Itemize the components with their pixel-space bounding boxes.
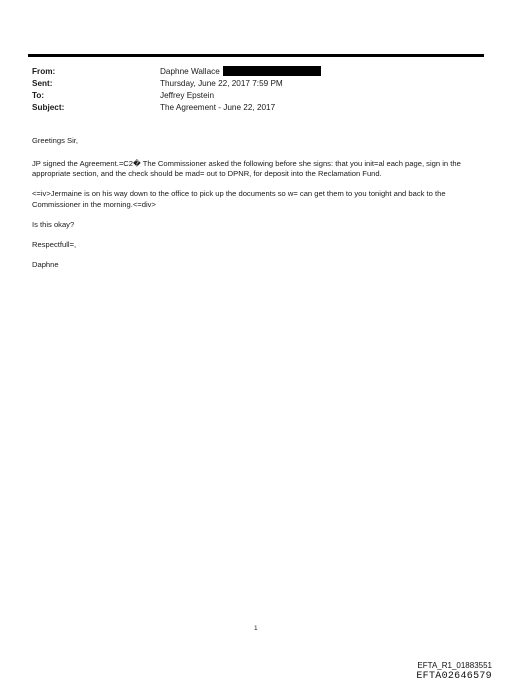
signature: Daphne: [32, 259, 59, 269]
page-number: 1: [254, 625, 258, 632]
to-label: To:: [32, 91, 45, 100]
greeting: Greetings Sir,: [32, 136, 79, 145]
closing: Respectfull=,: [32, 239, 77, 249]
to-row: [32, 90, 482, 102]
body-paragraph-2: <=iv>Jermaine is on his way down to the office to pick up the documents so w= can get them to you tonight and back to the Commissioner in the morning.<=div>: [32, 189, 446, 209]
subject-value: The Agreement - June 22, 2017: [160, 103, 276, 112]
header-divider: [28, 54, 484, 57]
email-body: [32, 136, 484, 280]
redaction-block: [223, 66, 321, 76]
sent-label: Sent:: [32, 79, 53, 88]
from-value: [160, 66, 482, 78]
footer-id-2: EFTA02646579: [416, 671, 492, 682]
question: Is this okay?: [32, 219, 75, 229]
subject-label: Subject:: [32, 103, 65, 112]
sent-row: [32, 78, 482, 90]
document-footer: [416, 661, 492, 683]
from-row: [32, 66, 482, 78]
from-label: From:: [32, 67, 56, 76]
to-value: Jeffrey Epstein: [160, 91, 215, 100]
body-paragraph-1: JP signed the Agreement.=C2� The Commissioner asked the following before she signs: that you init=al each page, sign in the appropriate section, and the check should be mad= out to DPNR, for deposit into the Reclamation Fund.: [32, 158, 461, 178]
subject-row: [32, 102, 482, 114]
from-name: Daphne Wallace: [160, 67, 220, 76]
email-header: [32, 66, 482, 114]
footer-id-1: EFTA_R1_01883551: [417, 661, 492, 670]
sent-value: Thursday, June 22, 2017 7:59 PM: [160, 79, 283, 88]
